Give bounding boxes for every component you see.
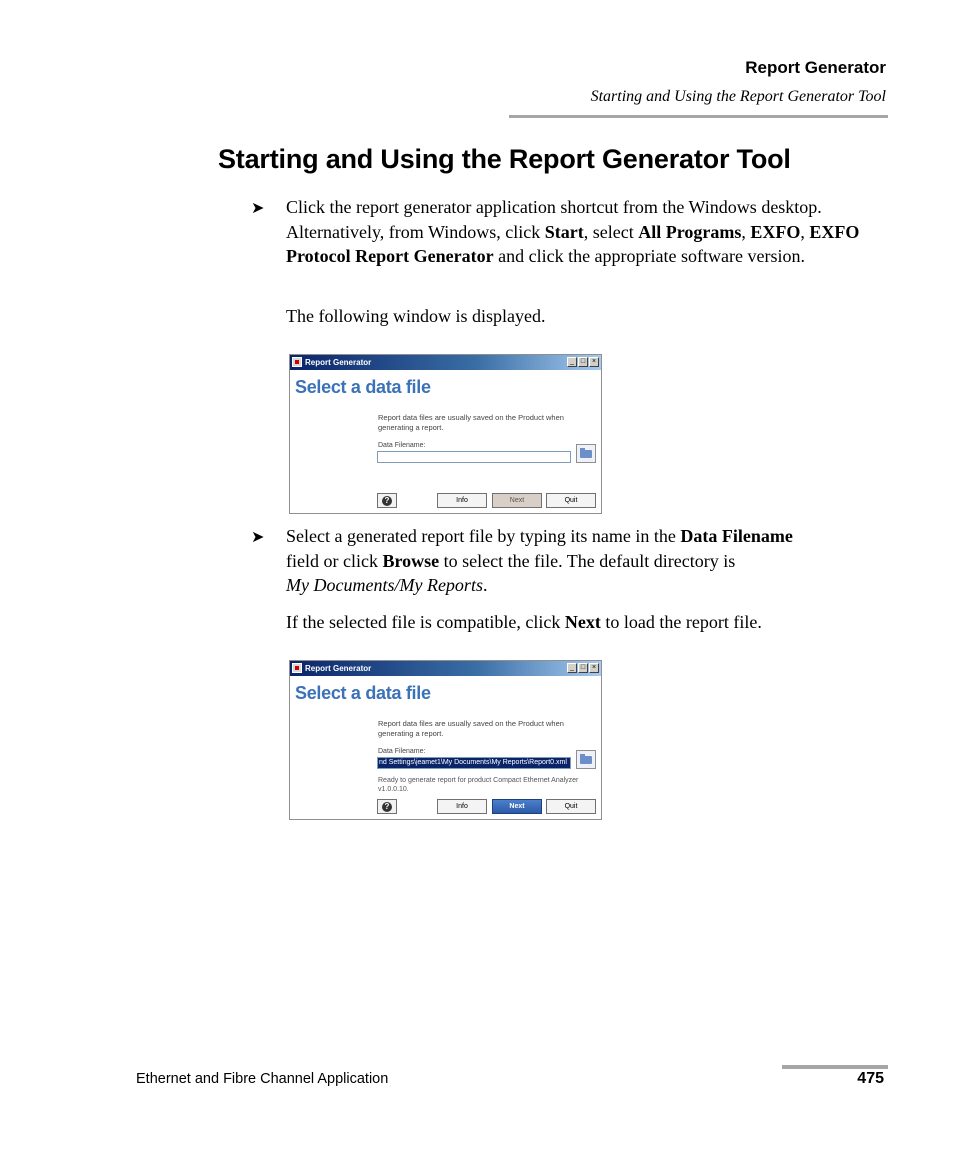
- dialog-screenshot-1: [289, 354, 602, 514]
- text-run: and click the appropriate software version.: [493, 246, 805, 266]
- close-icon: ×: [589, 663, 599, 673]
- data-filename-field: nd Settings\jeamet1\My Documents\My Reports\Report0.xml: [377, 757, 571, 769]
- help-button: [377, 493, 397, 508]
- ui-term-all-programs: All Programs: [638, 221, 742, 242]
- minimize-icon: _: [567, 357, 577, 367]
- data-filename-label: Data Filename:: [378, 442, 426, 449]
- page-title: Starting and Using the Report Generator Tool: [218, 144, 791, 174]
- help-button: [377, 799, 397, 814]
- title-bar: [290, 661, 601, 676]
- step-2-text: [286, 524, 886, 598]
- status-message: Ready to generate report for product Compact Ethernet Analyzer v1.0.0.10.: [378, 777, 579, 793]
- close-icon: ×: [589, 357, 599, 367]
- page-number: 475: [857, 1070, 884, 1087]
- header-rule: [509, 115, 888, 118]
- window-controls: [567, 357, 599, 367]
- step-1-text: [286, 195, 886, 269]
- text-run: If the selected file is compatible, click: [286, 612, 565, 632]
- running-header-chapter: Report Generator: [745, 58, 886, 77]
- ui-term-start: Start: [544, 221, 584, 242]
- data-filename-label: Data Filename:: [378, 748, 426, 755]
- ui-term-report-generator: EXFO Protocol Report Generator: [286, 221, 860, 266]
- folder-icon: [580, 756, 592, 764]
- dialog-heading: Select a data file: [295, 377, 431, 397]
- text-run: ,: [800, 221, 810, 242]
- text-run: , select: [583, 221, 639, 242]
- text-run: ,: [741, 221, 751, 242]
- text-run: to load the report file.: [600, 612, 762, 632]
- ui-term-data-filename: Data Filename: [680, 526, 793, 546]
- ui-term-next: Next: [564, 612, 601, 632]
- app-icon: [292, 357, 302, 367]
- footer-document-title: Ethernet and Fibre Channel Application: [136, 1071, 389, 1087]
- text-run: Click the report generator application shortcut from the Windows desktop. Alternatively, from Windows, click: [286, 197, 822, 242]
- next-button: Next: [492, 493, 542, 508]
- dialog-screenshot-2: [289, 660, 602, 820]
- title-bar: [290, 355, 601, 370]
- text-run: field or click: [286, 550, 383, 571]
- quit-button: Quit: [546, 493, 596, 508]
- ui-term-browse: Browse: [382, 550, 440, 571]
- text-run: to select the file. The default directory is: [439, 550, 736, 571]
- bullet-arrow-icon: ➤: [251, 200, 265, 217]
- browse-button: [576, 444, 596, 463]
- footer-rule: [782, 1065, 888, 1069]
- ui-term-exfo: EXFO: [750, 221, 801, 242]
- text-run: Select a generated report file by typing its name in the: [286, 526, 681, 546]
- running-header-section: Starting and Using the Report Generator Tool: [590, 88, 886, 105]
- dialog-description: Report data files are usually saved on the Product when generating a report.: [378, 719, 564, 738]
- info-button: Info: [437, 799, 487, 814]
- text-run: .: [482, 575, 488, 595]
- step-2-followup: [286, 610, 886, 635]
- default-directory-path: My Documents/My Reports: [286, 575, 483, 595]
- app-icon: [292, 663, 302, 673]
- window-title: Report Generator: [305, 358, 372, 367]
- maximize-icon: □: [578, 663, 588, 673]
- window-controls: [567, 663, 599, 673]
- step-1-followup: The following window is displayed.: [286, 306, 546, 326]
- help-icon: ?: [382, 496, 392, 506]
- dialog-heading: Select a data file: [295, 683, 431, 703]
- data-filename-field: [377, 451, 571, 463]
- dialog-description: Report data files are usually saved on the Product when generating a report.: [378, 413, 564, 432]
- help-icon: ?: [382, 802, 392, 812]
- browse-button: [576, 750, 596, 769]
- bullet-arrow-icon: ➤: [251, 529, 265, 546]
- quit-button: Quit: [546, 799, 596, 814]
- info-button: Info: [437, 493, 487, 508]
- maximize-icon: □: [578, 357, 588, 367]
- next-button: Next: [492, 799, 542, 814]
- minimize-icon: _: [567, 663, 577, 673]
- folder-icon: [580, 450, 592, 458]
- window-title: Report Generator: [305, 664, 372, 673]
